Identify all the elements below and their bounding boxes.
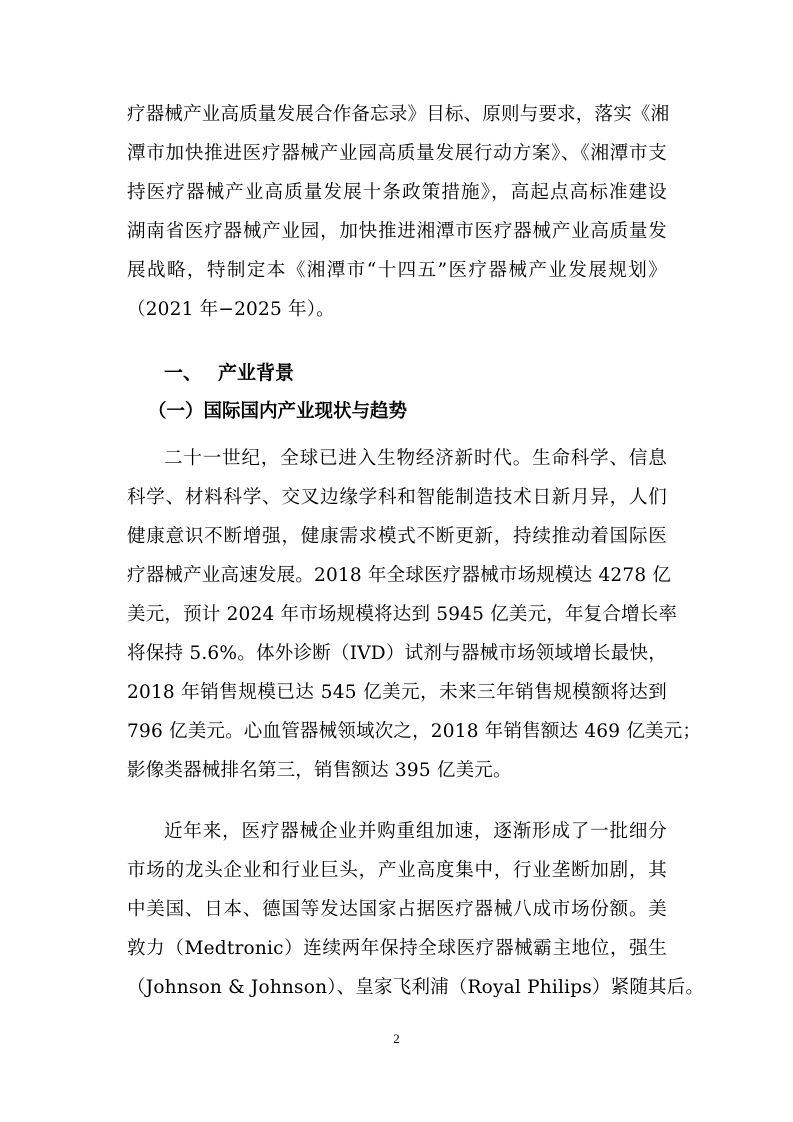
paragraph-2-line-3: 中美国、日本、德国等发达国家占据医疗器械八成市场份额。美 (127, 899, 667, 920)
intro-line-5: 展战略，特制定本《湘潭市“十四五”医疗器械产业发展规划》 (127, 260, 667, 281)
section-number: 一、 (164, 362, 203, 384)
paragraph-1-line-9: 影像类器械排名第三，销售额达 395 亿美元。 (127, 760, 512, 781)
subsection-heading: （一）国际国内产业现状与趋势 (148, 401, 408, 422)
paragraph-1-line-5: 美元，预计 2024 年市场规模将达到 5945 亿美元，年复合增长率 (127, 604, 678, 625)
paragraph-2-line-5: （Johnson & Johnson）、皇家飞利浦（Royal Philips）紧随其后。 (127, 977, 705, 998)
intro-line-2: 潭市加快推进医疗器械产业园高质量发展行动方案》、《湘潭市支 (127, 143, 667, 164)
paragraph-1-line-3: 健康意识不断增强，健康需求模式不断更新，持续推动着国际医 (127, 526, 667, 547)
intro-line-1: 疗器械产业高质量发展合作备忘录》目标、原则与要求，落实《湘 (127, 104, 670, 125)
paragraph-1-line-7: 2018 年销售规模已达 545 亿美元，未来三年销售规模额将达到 (127, 682, 667, 703)
paragraph-1-line-6: 将保持 5.6%。体外诊断（IVD）试剂与器械市场领域增长最快， (127, 643, 667, 664)
paragraph-1-line-2: 科学、材料科学、交叉边缘学科和智能制造技术日新月异，人们 (127, 487, 667, 508)
intro-line-4: 湖南省医疗器械产业园，加快推进湘潭市医疗器械产业高质量发 (127, 221, 667, 242)
paragraph-2-line-2: 市场的龙头企业和行业巨头，产业高度集中，行业垄断加剧，其 (127, 860, 667, 881)
paragraph-1-line-8: 796 亿美元。心血管器械领域次之，2018 年销售额达 469 亿美元； (127, 721, 702, 742)
section-heading (164, 357, 294, 389)
paragraph-2-line-4: 敦力（Medtronic）连续两年保持全球医疗器械霸主地位，强生 (127, 938, 667, 959)
page-number: 2 (393, 1031, 400, 1046)
section-title: 产业背景 (218, 362, 295, 384)
intro-line-6: （2021 年−2025 年）。 (127, 299, 335, 320)
paragraph-1-line-4: 疗器械产业高速发展。2018 年全球医疗器械市场规模达 4278 亿 (127, 565, 672, 586)
paragraph-1-line-1: 二十一世纪，全球已进入生物经济新时代。生命科学、信息 (164, 448, 667, 469)
paragraph-2-line-1: 近年来，医疗器械企业并购重组加速，逐渐形成了一批细分 (164, 821, 667, 842)
intro-line-3: 持医疗器械产业高质量发展十条政策措施》，高起点高标准建设 (127, 182, 667, 203)
